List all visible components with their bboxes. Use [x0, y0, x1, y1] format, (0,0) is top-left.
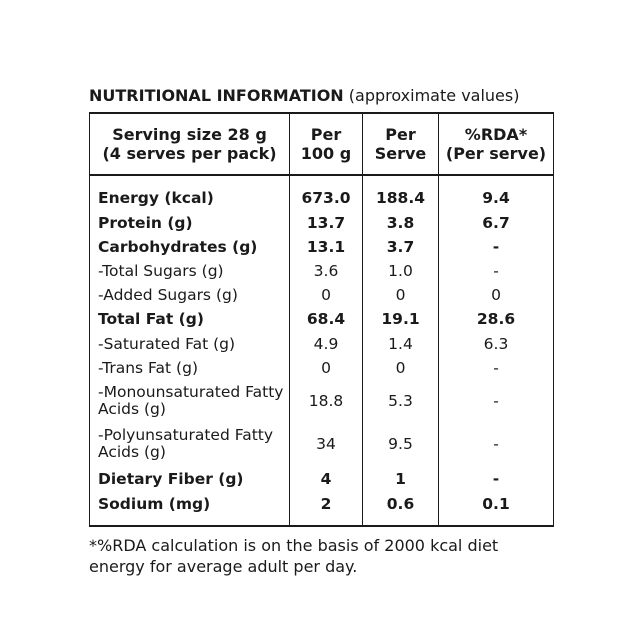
- value-rda: 9.4: [439, 175, 554, 211]
- value-per-serve: 1: [363, 466, 439, 492]
- nutrient-name: Energy (kcal): [90, 175, 290, 211]
- nutrient-row: [90, 466, 554, 492]
- nutrition-rows: [90, 175, 554, 526]
- nutrient-name: -Polyunsaturated Fatty Acids (g): [90, 422, 290, 466]
- nutrition-panel: [89, 86, 553, 577]
- nutrient-row: [90, 307, 554, 332]
- value-per-100g: 2: [290, 492, 363, 526]
- value-rda: -: [439, 235, 554, 259]
- value-per-serve: 188.4: [363, 175, 439, 211]
- nutrient-name: Total Fat (g): [90, 307, 290, 332]
- value-per-100g: 4.9: [290, 332, 363, 356]
- title-note: (approximate values): [348, 86, 520, 105]
- nutrient-row: [90, 235, 554, 259]
- value-per-serve: 9.5: [363, 422, 439, 466]
- value-rda: -: [439, 259, 554, 283]
- value-per-serve: 3.7: [363, 235, 439, 259]
- value-per-100g: 68.4: [290, 307, 363, 332]
- nutrient-row: [90, 380, 554, 422]
- table-title: [89, 86, 553, 106]
- value-per-100g: 4: [290, 466, 363, 492]
- nutrient-row: [90, 283, 554, 307]
- header-row: [90, 113, 554, 175]
- value-per-serve: 0.6: [363, 492, 439, 526]
- value-rda: -: [439, 466, 554, 492]
- value-per-100g: 34: [290, 422, 363, 466]
- value-rda: 28.6: [439, 307, 554, 332]
- nutrient-row: [90, 492, 554, 526]
- nutrient-name: Protein (g): [90, 211, 290, 235]
- header-serving-size: Serving size 28 g (4 serves per pack): [90, 113, 290, 175]
- nutrient-name: Sodium (mg): [90, 492, 290, 526]
- nutrient-row: [90, 332, 554, 356]
- nutrient-row: [90, 211, 554, 235]
- value-rda: 0.1: [439, 492, 554, 526]
- nutrient-row: [90, 175, 554, 211]
- value-rda: -: [439, 380, 554, 422]
- nutrient-name: -Added Sugars (g): [90, 283, 290, 307]
- value-per-serve: 0: [363, 356, 439, 380]
- nutrient-name: -Saturated Fat (g): [90, 332, 290, 356]
- title-bold: NUTRITIONAL INFORMATION: [89, 86, 344, 105]
- value-per-100g: 0: [290, 283, 363, 307]
- nutrient-name: -Monounsaturated Fatty Acids (g): [90, 380, 290, 422]
- nutrient-name: Dietary Fiber (g): [90, 466, 290, 492]
- value-per-serve: 1.4: [363, 332, 439, 356]
- value-rda: -: [439, 356, 554, 380]
- header-per-serve: Per Serve: [363, 113, 439, 175]
- value-per-100g: 13.1: [290, 235, 363, 259]
- footnote: *%RDA calculation is on the basis of 2000 kcal diet energy for average adult per day.: [89, 536, 499, 576]
- nutrient-row: [90, 422, 554, 466]
- value-per-serve: 1.0: [363, 259, 439, 283]
- value-per-serve: 5.3: [363, 380, 439, 422]
- header-per-100g: Per 100 g: [290, 113, 363, 175]
- value-rda: 6.3: [439, 332, 554, 356]
- nutrition-table: [89, 112, 554, 527]
- nutrient-row: [90, 356, 554, 380]
- nutrient-row: [90, 259, 554, 283]
- value-per-100g: 3.6: [290, 259, 363, 283]
- header-rda: %RDA* (Per serve): [439, 113, 554, 175]
- nutrient-name: Carbohydrates (g): [90, 235, 290, 259]
- value-per-100g: 13.7: [290, 211, 363, 235]
- value-per-100g: 673.0: [290, 175, 363, 211]
- value-rda: -: [439, 422, 554, 466]
- value-per-100g: 18.8: [290, 380, 363, 422]
- nutrient-name: -Trans Fat (g): [90, 356, 290, 380]
- value-per-100g: 0: [290, 356, 363, 380]
- value-per-serve: 19.1: [363, 307, 439, 332]
- value-per-serve: 0: [363, 283, 439, 307]
- value-rda: 6.7: [439, 211, 554, 235]
- nutrient-name: -Total Sugars (g): [90, 259, 290, 283]
- value-rda: 0: [439, 283, 554, 307]
- value-per-serve: 3.8: [363, 211, 439, 235]
